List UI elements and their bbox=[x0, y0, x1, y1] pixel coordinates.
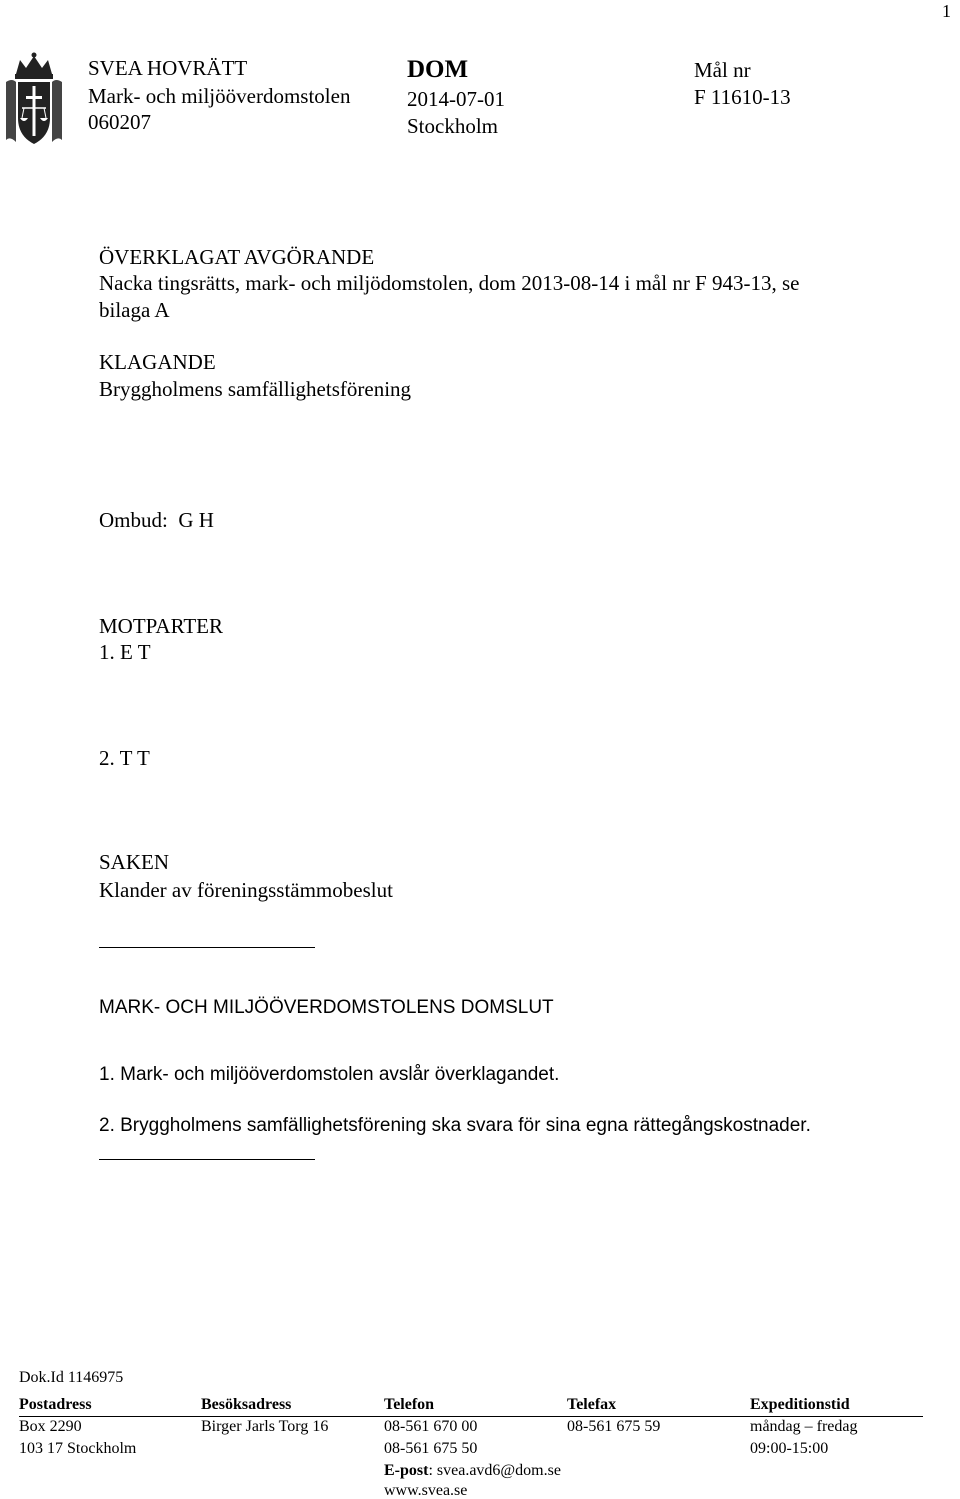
website-link[interactable]: www.svea.se bbox=[384, 1482, 468, 1499]
section-divider bbox=[99, 947, 315, 948]
email-address[interactable]: : svea.avd6@dom.se bbox=[428, 1462, 561, 1479]
office-hours-days: måndag – fredag bbox=[750, 1418, 858, 1435]
matter-text: Klander av föreningsstämmobeslut bbox=[99, 878, 393, 902]
court-name: SVEA HOVRÄTT bbox=[88, 56, 248, 80]
ruling-end-divider bbox=[99, 1159, 315, 1160]
court-division: Mark- och miljööverdomstolen bbox=[88, 84, 351, 108]
email[interactable] bbox=[384, 1460, 561, 1482]
ruling-heading: MARK- OCH MILJÖÖVERDOMSTOLENS DOMSLUT bbox=[99, 997, 554, 1018]
matter-heading: SAKEN bbox=[99, 850, 170, 874]
court-unit: 060207 bbox=[88, 110, 151, 134]
postal-address-label: Postadress bbox=[19, 1396, 92, 1413]
appealed-line-2: bilaga A bbox=[99, 298, 170, 322]
respondent-2: 2. T T bbox=[99, 746, 150, 770]
appealed-heading: ÖVERKLAGAT AVGÖRANDE bbox=[99, 245, 375, 269]
ruling-item-1: 1. Mark- och miljööverdomstolen avslår överklagandet. bbox=[99, 1064, 560, 1085]
case-number: F 11610-13 bbox=[694, 85, 791, 109]
phone-line-1: 08-561 670 00 bbox=[384, 1418, 478, 1435]
office-hours-label: Expeditionstid bbox=[750, 1396, 850, 1413]
visit-address-label: Besöksadress bbox=[201, 1396, 292, 1413]
visit-address-line-1: Birger Jarls Torg 16 bbox=[201, 1418, 329, 1435]
appellant-heading: KLAGANDE bbox=[99, 350, 216, 374]
appellant-name: Bryggholmens samfällighetsförening bbox=[99, 377, 412, 401]
respondent-1: 1. E T bbox=[99, 640, 151, 664]
fax-label: Telefax bbox=[567, 1396, 617, 1413]
page-number: 1 bbox=[942, 1, 951, 21]
appealed-line-1: Nacka tingsrätts, mark- och miljödomstolen, dom 2013-08-14 i mål nr F 943-13, se bbox=[99, 271, 800, 295]
ruling-item-2: 2. Bryggholmens samfällighetsförening ska svara för sina egna rättegångskostnader. bbox=[99, 1115, 811, 1136]
postal-address-line-1: Box 2290 bbox=[19, 1418, 82, 1435]
phone-line-2: 08-561 675 50 bbox=[384, 1440, 478, 1457]
appellant-counsel: Ombud: G H bbox=[99, 508, 214, 532]
court-coat-of-arms-icon bbox=[2, 52, 66, 148]
document-city: Stockholm bbox=[407, 114, 499, 138]
document-type: DOM bbox=[407, 56, 469, 83]
respondents-heading: MOTPARTER bbox=[99, 614, 223, 638]
phone-label: Telefon bbox=[384, 1396, 435, 1413]
case-label: Mål nr bbox=[694, 58, 751, 82]
office-hours-times: 09:00-15:00 bbox=[750, 1440, 829, 1457]
document-id: Dok.Id 1146975 bbox=[19, 1369, 124, 1386]
fax-line-1: 08-561 675 59 bbox=[567, 1418, 661, 1435]
email-label: E-post bbox=[384, 1462, 429, 1479]
postal-address-line-2: 103 17 Stockholm bbox=[19, 1440, 137, 1457]
document-date: 2014-07-01 bbox=[407, 87, 505, 111]
